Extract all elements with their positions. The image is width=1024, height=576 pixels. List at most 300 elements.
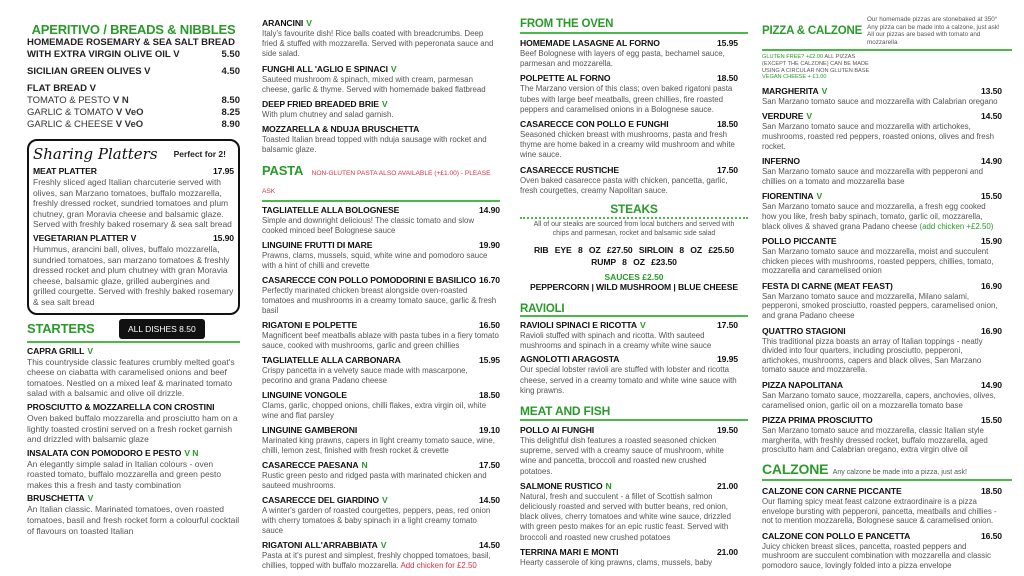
item-name: SICILIAN GREEN OLIVES V: [27, 66, 151, 77]
menu-item: [762, 111, 1002, 151]
item-name: LINGUINE GAMBERONI: [262, 424, 358, 435]
oven-section: [520, 18, 748, 196]
item-title: [262, 205, 399, 216]
ravioli-list: [520, 320, 748, 396]
item-name: CALZONE CON POLLO E PANCETTA: [762, 530, 911, 541]
item-title: [33, 166, 97, 177]
menu-item: [520, 425, 738, 477]
menu-item: [520, 38, 738, 69]
item-header: [762, 236, 1002, 247]
dietary-tags: V: [806, 111, 812, 122]
dietary-tags: V N: [112, 95, 129, 106]
item-name: VEGETARIAN PLATTER V: [33, 232, 137, 243]
item-header: [762, 415, 1002, 426]
section-heading: PIZZA & CALZONE: [762, 25, 863, 38]
dietary-tags: V: [381, 99, 388, 110]
pasta-list: [262, 205, 500, 571]
item-price: 8.90: [221, 119, 240, 130]
item-description-text: Ravioli stuffed with spinach and ricotta. With sauteed mushrooms and spinach in a creamy white wine sauce: [520, 331, 712, 351]
item-header: [762, 111, 1002, 122]
item-description: [762, 292, 1002, 321]
item-header: [520, 38, 738, 49]
dietary-tags: V: [380, 539, 387, 550]
item-title: [762, 156, 800, 167]
item-header: [262, 99, 500, 110]
item-price: 4.50: [221, 66, 240, 77]
item-header: [520, 481, 738, 492]
item-title: [262, 320, 357, 331]
item-title: [520, 481, 612, 492]
gluten-info: [762, 54, 872, 80]
menu-item: [27, 493, 240, 536]
item-description-text: Our flaming spicy meat feast calzone extraordinaire is a pizza envelope bursting with pepperoni, pancetta, meatballs and chillies - not to mention mozzarella, Bolognese sauce & caramelised onion.: [762, 497, 997, 526]
item-price: 19.95: [716, 354, 738, 365]
section-heading: STARTERS: [27, 321, 95, 337]
item-title: [762, 415, 873, 426]
item-title: [762, 281, 893, 292]
item-name: CASARECCE CON POLLO E FUNGHI: [520, 119, 669, 130]
item-header: [262, 355, 500, 366]
item-description: [27, 357, 240, 399]
menu-item: [520, 481, 738, 543]
gluten-note: ALL PIZZAS (EXCEPT THE CALZONE) CAN BE MADE USING A CIRCULAR NON GLUTEN BASE: [762, 54, 870, 74]
item-name: LINGUINE VONGOLE: [262, 389, 347, 400]
menu-item: [762, 236, 1002, 276]
item-price: 19.90: [478, 240, 500, 251]
item-description-text: Prawns, clams, mussels, squid, white wine and pomodoro sauce with a hint of chilli and crevette: [262, 251, 488, 271]
item-header: [262, 540, 500, 551]
item-description-text: Seasoned chicken breast with mushrooms, pasta and fresh thyme are home baked in a creamy wild mushroom and white wine sauce.: [520, 130, 735, 160]
item-description-text: Beef Bolognese with layers of egg pasta, bechamel sauce, parmesan and mozzarella.: [520, 49, 725, 69]
item-description-text: Oven baked casarecce pasta with chicken, pancetta, garlic, fresh courgettes, creamy Napolitan sauce.: [520, 175, 728, 195]
item-description: [262, 551, 500, 571]
item-price: 14.90: [478, 205, 500, 216]
item-title: [520, 73, 610, 84]
menu-item: [262, 540, 500, 571]
sharing-list: [33, 166, 234, 308]
menu-item: [762, 156, 1002, 186]
item-name: LINGUINE FRUTTI DI MARE: [262, 240, 373, 251]
dietary-tags: N: [361, 459, 368, 470]
item-header: [27, 346, 240, 357]
item-header: [262, 240, 500, 251]
item-description: [520, 176, 738, 196]
item-name: INSALATA CON POMODORO E PESTO: [27, 447, 182, 458]
menu-item: [262, 64, 500, 95]
item-header: [762, 191, 1002, 202]
meat-fish-section: [520, 404, 748, 568]
item-name: FUNGHI ALL 'AGLIO E SPINACI: [262, 63, 388, 74]
calzone-list: [762, 486, 1012, 571]
item-description: [27, 459, 240, 491]
item-title: [762, 191, 822, 202]
item-name: CASARECCE PAESANA: [262, 459, 359, 470]
item-description-text: This traditional pizza boasts an array of Italian toppings - neatly divided into four quarters, including prosciutto, pepperoni, artichokes, mushrooms, capers and black olives, San Marzano tomato sauce and mozzarella.: [762, 336, 983, 375]
item-name: INFERNO: [762, 156, 800, 167]
item-price: 15.90: [212, 232, 234, 243]
menu-item: [262, 425, 500, 456]
item-description: [33, 244, 234, 308]
item-description-text: Magnificent beef meatballs ablaze with pasta tubes in a fiery tomato sauce, cooked with mushrooms, garlic and green chillies: [262, 331, 499, 351]
menu-item: [520, 119, 738, 161]
item-header: [262, 425, 500, 436]
item-title: [520, 119, 669, 130]
item-price: 18.50: [716, 73, 738, 84]
menu-item: [762, 380, 1002, 410]
menu-item: [27, 119, 240, 131]
menu-item: [762, 86, 1002, 107]
dietary-tags: N: [605, 480, 612, 491]
item-name: CASARECCE RUSTICHE: [520, 164, 619, 175]
item-title: [262, 390, 347, 401]
item-title: [27, 119, 143, 131]
item-description-text: This countryside classic features crumbly melted goat's cheese on ciabatta with caramelised onions and beef tomatoes. Nestled on a mixed leaf & marinated tomato salad with a balsamic and olive oil drizzle.: [27, 356, 235, 399]
item-price: 14.50: [478, 539, 500, 550]
section-heading: APERITIVO / BREADS & NIBBLES: [31, 22, 236, 37]
item-description: [762, 167, 1002, 186]
item-description-text: A winter's garden of roasted courgettes, peppers, peas, red onion with cherry tomatoes & baby spinach in a light creamy tomato sauce: [262, 505, 491, 535]
item-price: 8.25: [221, 107, 240, 118]
item-name: QUATTRO STAGIONI: [762, 325, 846, 336]
menu-item: [27, 66, 240, 78]
dietary-tags: V: [87, 493, 94, 504]
item-description: [762, 542, 1002, 571]
calzone-note: Any calzone be made into a pizza, just ask!: [832, 469, 967, 476]
item-name: GARLIC & TOMATO: [27, 107, 117, 118]
item-description: [762, 426, 1002, 455]
item-description: [262, 135, 500, 155]
item-header: [762, 531, 1002, 542]
item-header: [762, 281, 1002, 292]
menu-item: [262, 355, 500, 386]
menu-item: [520, 73, 738, 115]
item-price: 13.50: [980, 85, 1002, 96]
item-title: [27, 493, 93, 504]
pizza-list: [762, 81, 1012, 455]
item-title: [262, 99, 388, 110]
item-name: FESTA DI CARNE (MEAT FEAST): [762, 280, 893, 291]
menu-item: [262, 320, 500, 351]
item-description: [262, 251, 500, 271]
item-title: [262, 495, 388, 506]
item-name: TAGLIATELLE ALLA BOLOGNESE: [262, 205, 400, 216]
section-heading: RAVIOLI: [520, 303, 748, 317]
item-title: [762, 326, 846, 337]
item-name: VERDURE: [762, 111, 804, 122]
item-name: CALZONE CON CARNE PICCANTE: [762, 486, 902, 496]
item-header: [762, 326, 1002, 337]
item-description-text: Freshly sliced aged Italian charcuterie served with olives, san Marzano tomatoes, buffalo mozzarella, freshly dressed rocket, sundried tomatoes and plum chutney, gran Moravia cheese and balsamic glaze. Served with freshly baked rosemary & sea salt bread: [33, 177, 232, 230]
item-name: MOZZARELLA & NDUJA BRUSCHETTA: [262, 124, 420, 135]
item-price: 18.50: [478, 389, 500, 400]
item-title: [27, 402, 214, 413]
item-header: [262, 390, 500, 401]
item-title: [520, 354, 619, 365]
item-header: [520, 73, 738, 84]
all-dishes-badge: ALL DISHES 8.50: [119, 319, 205, 339]
item-description-text: Hearty casserole of king prawns, clams, mussels, baby: [520, 557, 713, 567]
item-price: 17.95: [212, 166, 234, 176]
section-heading: MEAT AND FISH: [520, 404, 748, 421]
item-header: [762, 86, 1002, 97]
item-description-text: Our special lobster ravioli are stuffed with lobster and ricotta cheese, served in a creamy tomato and white wine sauce with king prawns.: [520, 365, 737, 395]
column-1: [27, 22, 240, 536]
menu-item: [262, 99, 500, 120]
section-heading: PASTA: [262, 162, 304, 178]
item-title: [33, 233, 136, 244]
dietary-tags: V: [816, 191, 823, 202]
aperitivo-section: [27, 22, 240, 131]
item-header: [262, 64, 500, 75]
flatbread-list: [27, 95, 240, 131]
item-description: [27, 504, 240, 536]
item-description-text: San Marzano tomato sauce and mozzarella, moist and succulent chicken pieces with mushrooms, roasted peppers, chillies, tomato, mozzarella and caramelised onion: [762, 247, 994, 276]
item-name: ARANCINI: [262, 18, 304, 28]
calzone-section: [762, 461, 1012, 571]
menu-item: [762, 531, 1002, 571]
item-description: [762, 337, 1002, 375]
dietary-tags: V: [382, 494, 388, 505]
starters-list: [27, 346, 240, 537]
item-name: GARLIC & CHEESE: [27, 119, 116, 130]
item-name: TAGLIATELLE ALLA CARBONARA: [262, 354, 401, 365]
item-description-text: Natural, fresh and succulent - a fillet of Scottish salmon deliciously roasted and served with butter beans, red onion, black olives, cherry tomatoes and white wine sauce, drizzled with green pesto makes for an epic rustic feast. Served with broccoli and roasted new crushed potatoes: [520, 491, 731, 542]
item-title: [762, 86, 827, 97]
item-price: 15.95: [716, 38, 738, 48]
item-name: RIGATONI ALL'ARRABBIATA: [262, 539, 378, 550]
item-name: POLPETTE AL FORNO: [520, 73, 611, 84]
dietary-tags: V VeO: [115, 119, 144, 130]
item-header: [262, 124, 500, 135]
item-title: [520, 425, 594, 436]
item-header: [520, 165, 738, 176]
item-header: [33, 166, 234, 177]
item-extra-option: (add chicken +£2.50): [919, 221, 994, 231]
item-header: [33, 233, 234, 244]
item-description: [262, 216, 500, 236]
item-price: 5.50: [221, 49, 240, 60]
item-price: 8.50: [221, 95, 240, 106]
item-description: [520, 365, 738, 396]
item-description-text: Rustic green pesto and ridged pasta with marinated chicken and sauteed mushrooms.: [262, 470, 487, 490]
item-description: [520, 130, 738, 161]
item-title: [262, 425, 357, 436]
item-title: [262, 355, 401, 366]
menu-item: [27, 37, 240, 49]
item-title: [262, 64, 397, 75]
item-name: CASARECCE DEL GIARDINO: [262, 494, 380, 505]
menu-item: [520, 547, 738, 568]
item-price: 17.50: [716, 164, 738, 175]
item-price: 14.50: [478, 494, 500, 505]
item-header: [762, 486, 1002, 497]
item-title: [762, 380, 843, 391]
item-description-text: An Italian classic. Marinated tomatoes, oven roasted tomatoes, basil and fresh rocket form a colourful cocktail of flavours on toasted Italian: [27, 504, 240, 536]
item-description-text: Marinated king prawns, capers in light creamy tomato sauce, wine, chilli, lemon zest, finished with fresh rocket & crevette: [262, 435, 495, 455]
item-title: [262, 18, 312, 29]
item-description-text: Italy's favourite dish! Rice balls coated with breadcrumbs. Deep fried & stuffed with mozzarella. Served with peperonata sauce and side salad.: [262, 29, 494, 59]
item-name: BRUSCHETTA: [27, 493, 85, 504]
item-description-text: San Marzano tomato sauce and mozzarella, classic Italian style margherita, with freshly dressed rocket, buffalo mozzarella, aged prosciutto ham and Calabrian oregano, extra virgin olive oil: [762, 426, 988, 455]
item-header: [520, 320, 738, 331]
item-description: [520, 436, 738, 477]
gluten-free-label: GLUTEN FREE? +£2.00: [762, 54, 824, 61]
item-price: 16.50: [478, 320, 500, 331]
item-description-text: Toasted Italian bread topped with nduja sausage with rocket and balsamic glaze.: [262, 135, 487, 155]
menu-item: [262, 275, 500, 317]
menu-item: [33, 233, 234, 308]
item-header: [762, 156, 1002, 167]
item-price: 15.50: [980, 415, 1002, 426]
sharing-platters-box: [27, 139, 240, 315]
dietary-tags: V: [87, 345, 93, 356]
menu-item: [762, 281, 1002, 321]
item-header: [262, 205, 500, 216]
menu-item: [33, 166, 234, 230]
dietary-tags: V: [306, 18, 312, 28]
item-name: FIORENTINA: [762, 191, 814, 202]
item-extra-option: Add chicken for £2.50: [400, 560, 477, 570]
item-description-text: San Marzano tomato sauce and mozzarella, Milano salami, pepperoni, smoked prosciutto, roasted peppers, caramelised onion, and grana Padano cheese: [762, 291, 998, 321]
item-name: HOMEMADE ROSEMARY & SEA SALT BREAD: [27, 37, 235, 48]
item-description-text: With plum chutney and salad garnish.: [262, 110, 394, 120]
item-description: [27, 413, 240, 445]
ravioli-section: [520, 303, 748, 396]
menu-item: [27, 95, 240, 107]
menu-item: [262, 205, 500, 236]
item-title: [520, 547, 618, 558]
flatbread-heading: FLAT BREAD V: [27, 83, 96, 94]
item-name: HOMEMADE LASAGNE AL FORNO: [520, 38, 660, 48]
oven-list: [520, 38, 748, 196]
item-name: POLLO PICCANTE: [762, 236, 837, 247]
item-header: [27, 448, 240, 459]
dietary-tags: V VeO: [116, 107, 144, 118]
item-description-text: This delightful dish features a roasted seasoned chicken supreme, served with a creamy sauce of mushroom, white wine and pancetta, broccoli and roasted new crushed potatoes.: [520, 436, 724, 476]
item-header: [262, 18, 500, 29]
item-title: [27, 95, 129, 107]
item-price: 17.50: [716, 320, 738, 331]
item-description: [520, 492, 738, 543]
item-title: [262, 460, 368, 471]
item-header: [520, 354, 738, 365]
item-header: [262, 460, 500, 471]
item-name: DEEP FRIED BREADED BRIE: [262, 99, 379, 110]
item-name: PROSCIUTTO & MOZZARELLA CON CROSTINI: [27, 401, 215, 412]
section-heading: FROM THE OVEN: [520, 18, 748, 34]
item-name: CAPRA GRILL: [27, 345, 85, 356]
item-title: [262, 240, 372, 251]
item-header: [262, 495, 500, 506]
item-header: [520, 119, 738, 130]
menu-item: [262, 460, 500, 491]
item-description-text: Hummus, arancini ball, olives, buffalo mozzarella, sundried tomatoes, san marzano tomatoes & freshly dressed rocket and plum chutney with gran Moravia cheese, balsamic glaze, grilled aubergines and grilled courgette. Served with freshly baked rosemary & sea salt bread: [33, 243, 234, 307]
item-header: [262, 320, 500, 331]
menu-item: [27, 49, 240, 61]
item-description-text: San Marzano tomato sauce and mozzarella with Calabrian oregano: [762, 96, 998, 106]
item-description: [262, 506, 500, 537]
item-price: 16.90: [980, 280, 1002, 291]
item-description-text: The Marzano version of this class; oven baked rigatoni pasta tubes with large beef meatballs, green chillies, fire roasted peppers and caramelised onions in a Bolognese sauce.: [520, 84, 733, 114]
starters-section: [27, 319, 240, 537]
item-description-text: San Marzano tomato sauce and mozzarella with pepperoni and chillies on a tomato and mozzarella base: [762, 167, 984, 186]
item-name: TERRINA MARI E MONTI: [520, 546, 619, 557]
starters-continued-list: [262, 14, 500, 156]
item-description: [762, 391, 1002, 410]
menu-item: [262, 495, 500, 537]
item-price: 14.90: [980, 156, 1002, 167]
item-description: [520, 331, 738, 351]
steak-cuts: RIB EYE 8 OZ £27.50 SIRLOIN 8 OZ £25.50 RUMP 8 OZ £23.50: [533, 245, 735, 268]
section-heading: CALZONE: [762, 461, 829, 477]
dietary-tags: V: [821, 85, 828, 96]
menu-item: [762, 415, 1002, 455]
sharing-note: Perfect for 2!: [173, 149, 226, 159]
item-description: [262, 436, 500, 456]
item-header: [262, 275, 500, 286]
menu-item: [262, 124, 500, 155]
item-title: [762, 111, 812, 122]
item-description: [262, 286, 500, 317]
item-name: RAVIOLI SPINACI E RICOTTA: [520, 320, 638, 331]
item-description: [520, 84, 738, 115]
column-3: [520, 18, 748, 568]
item-price: 17.50: [478, 459, 500, 470]
pasta-section: [262, 162, 500, 571]
item-description-text: Clams, garlic, chopped onions, chilli flakes, extra virgin oil, white wine and flat parsley: [262, 400, 487, 421]
item-title: [520, 38, 660, 49]
item-description-text: Simple and downright delicious! The classic tomato and slow cooked minced beef Bolognese sauce: [262, 216, 475, 236]
item-price: 15.50: [980, 191, 1002, 202]
menu-item: [520, 165, 738, 196]
item-price: 14.50: [980, 111, 1002, 122]
pasta-note: NON-GLUTEN PASTA ALSO AVAILABLE (+£1.00) - PLEASE ASK: [262, 169, 491, 195]
item-description: [762, 497, 1002, 526]
item-title: [762, 486, 902, 497]
item-name: CASARECCE CON POLLO POMODORINI E BASILICO: [262, 274, 477, 285]
item-price: 16.90: [980, 325, 1002, 336]
item-title: [762, 236, 837, 247]
item-description-text: Crispy pancetta in a velvety sauce made with mascarpone, pecorino and grana Padano cheese: [262, 365, 468, 386]
item-price: 16.50: [980, 530, 1002, 541]
item-description: [520, 558, 738, 568]
item-title: [520, 320, 646, 331]
item-header: [520, 425, 738, 436]
item-description-text: Oven baked buffalo mozzarella and prosciutto ham on a lightly toasted crostini served on a fresh rocket garnish and drizzled with balsamic glaze: [27, 412, 238, 445]
column-2: [262, 14, 500, 571]
item-title: [262, 124, 419, 135]
item-title: [27, 448, 198, 459]
item-price: 21.00: [716, 546, 738, 557]
menu-item: [27, 107, 240, 119]
item-description: [262, 401, 500, 421]
item-description-text: San Marzano tomato sauce, mozzarella, capers, anchovies, olives, caramelised onion, garlic oil on a mozzarella tomato base: [762, 391, 996, 410]
item-description: [262, 29, 500, 60]
item-description: [762, 122, 1002, 151]
item-name: MEAT PLATTER: [33, 166, 97, 176]
item-header: [27, 402, 240, 413]
item-description-text: San Marzano tomato sauce and mozzarella with artichokes, mushrooms, roasted red peppers, roasted onions, olives and fresh rocket.: [762, 122, 995, 151]
dietary-tags: V: [390, 63, 397, 74]
section-heading: STEAKS: [610, 202, 658, 217]
item-price: 16.70: [478, 274, 500, 285]
item-price: 15.95: [478, 354, 500, 365]
item-title: [27, 346, 93, 357]
menu-item: [520, 320, 738, 351]
item-description: [262, 366, 500, 386]
item-price: 14.90: [980, 380, 1002, 391]
item-description: [33, 177, 234, 230]
